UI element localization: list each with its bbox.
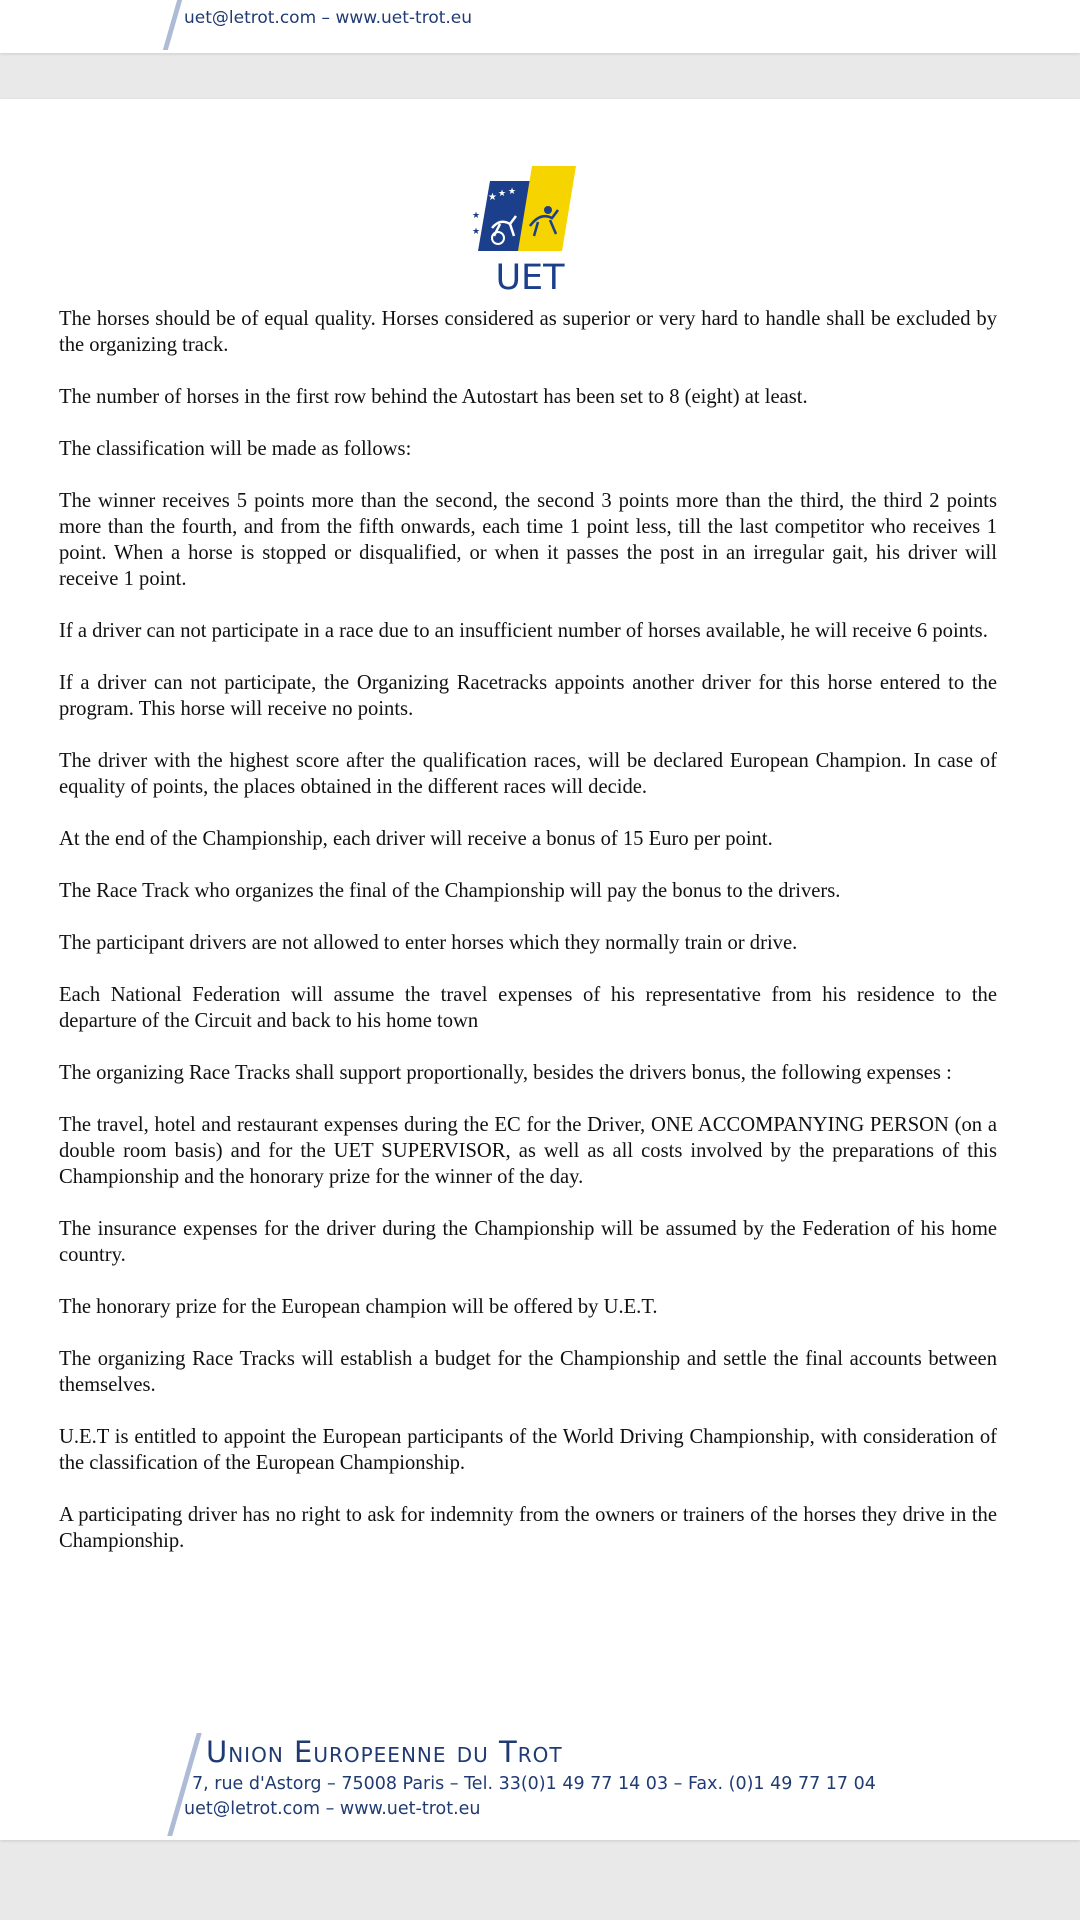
footer-organization-name: Union Europeenne du Trot: [206, 1735, 563, 1769]
uet-logo: [470, 166, 590, 296]
svg-text:★: ★: [472, 227, 481, 237]
svg-text:★: ★: [508, 187, 517, 197]
document-body: [59, 306, 997, 1580]
svg-text:★: ★: [488, 192, 497, 203]
body-paragraph: If a driver can not participate, the Organizing Racetracks appoints another driver for this horse entered to the program. This horse will receive no points.: [59, 672, 997, 720]
body-paragraph: Each National Federation will assume the travel expenses of his representative from his residence to the departure of the Circuit and back to his home town: [59, 984, 997, 1032]
body-paragraph: The insurance expenses for the driver during the Championship will be assumed by the Federation of his home country.: [59, 1218, 997, 1266]
body-paragraph: The Race Track who organizes the final of the Championship will pay the bonus to the drivers.: [59, 880, 841, 902]
body-paragraph: The participant drivers are not allowed to enter horses which they normally train or drive.: [59, 932, 798, 954]
body-paragraph: The classification will be made as follows:: [59, 438, 412, 460]
body-paragraph: The honorary prize for the European champion will be offered by U.E.T.: [59, 1296, 658, 1318]
body-paragraph: The travel, hotel and restaurant expenses during the EC for the Driver, ONE ACCOMPANYING PERSON (on a double room basis) and for the UET SUPERVISOR, as well as all costs involved by the preparations of this Championship and the honorary prize for the winner of the day.: [59, 1114, 997, 1188]
footer-contact-line: uet@letrot.com – www.uet-trot.eu: [184, 8, 473, 28]
body-paragraph: The number of horses in the first row behind the Autostart has been set to 8 (eight) at least.: [59, 386, 808, 408]
footer-address-line: 7, rue d'Astorg – 75008 Paris – Tel. 33(0)1 49 77 14 03 – Fax. (0)1 49 77 17 04: [192, 1774, 876, 1794]
uet-emblem-icon: [470, 166, 590, 261]
body-paragraph: The organizing Race Tracks shall support proportionally, besides the drivers bonus, the following expenses :: [59, 1062, 952, 1084]
footer-contact-line: uet@letrot.com – www.uet-trot.eu: [184, 1799, 481, 1819]
logo-text: UET: [495, 258, 565, 298]
body-paragraph: The winner receives 5 points more than the second, the second 3 points more than the third, the third 2 points more than the fourth, and from the fifth onwards, each time 1 point less, till the last competitor who receives 1 point. When a horse is stopped or disqualified, or when it passes the post in an irregular gait, his driver will receive 1 point.: [59, 490, 997, 590]
body-paragraph: The organizing Race Tracks will establish a budget for the Championship and settle the final accounts between themselves.: [59, 1348, 997, 1396]
previous-page-footer: [0, 0, 1080, 53]
body-paragraph: If a driver can not participate in a race due to an insufficient number of horses available, he will receive 6 points.: [59, 620, 988, 642]
body-paragraph: U.E.T is entitled to appoint the European participants of the World Driving Championship, with consideration of the classification of the European Championship.: [59, 1426, 997, 1474]
body-paragraph: A participating driver has no right to ask for indemnity from the owners or trainers of the horses they drive in the Championship.: [59, 1504, 997, 1552]
document-page: [0, 99, 1080, 1840]
body-paragraph: The horses should be of equal quality. Horses considered as superior or very hard to handle shall be excluded by the organizing track.: [59, 308, 997, 356]
footer-rule: [163, 0, 182, 50]
svg-text:★: ★: [498, 189, 507, 199]
body-paragraph: The driver with the highest score after the qualification races, will be declared European Champion. In case of equality of points, the places obtained in the different races will decide.: [59, 750, 997, 798]
body-paragraph: At the end of the Championship, each driver will receive a bonus of 15 Euro per point.: [59, 828, 773, 850]
svg-text:★: ★: [472, 211, 481, 221]
